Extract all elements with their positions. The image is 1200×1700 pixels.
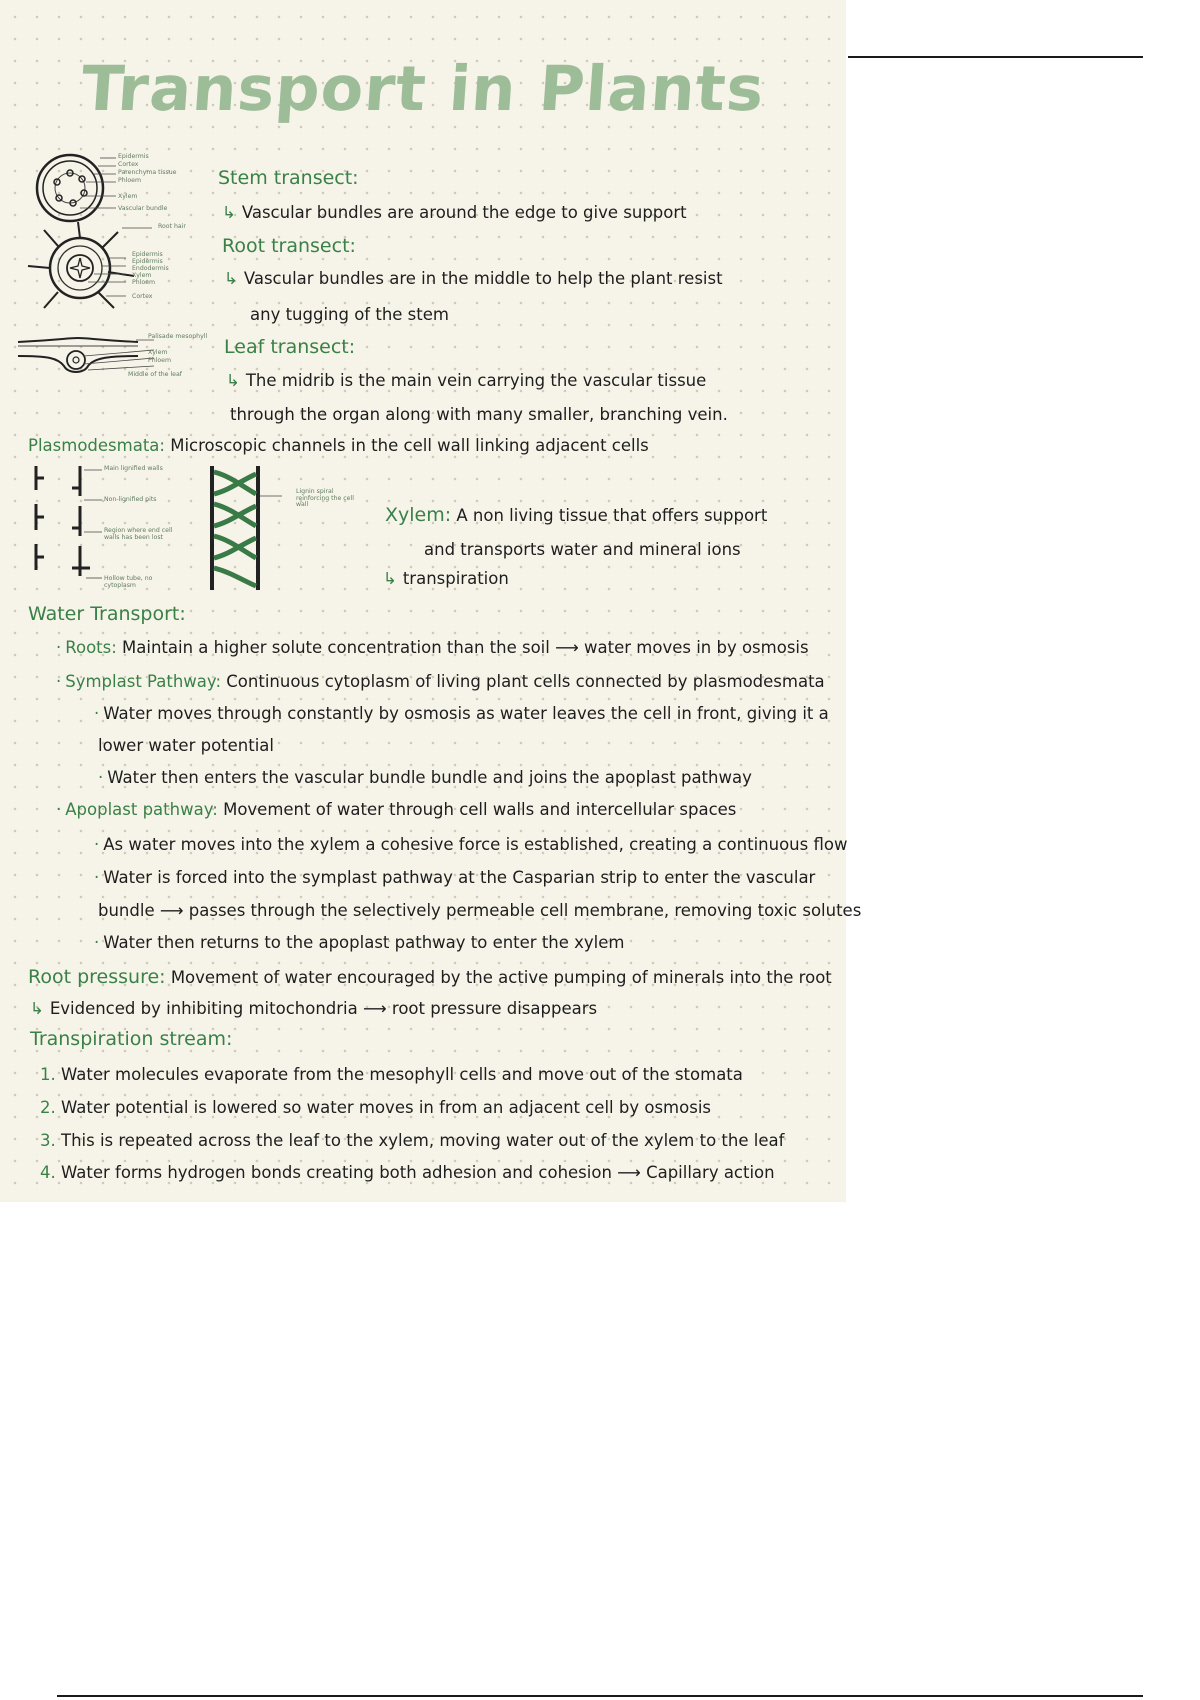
roots-term: Roots:: [65, 638, 117, 657]
bullet-dot-icon: ·: [94, 868, 100, 887]
roots-result: water moves in by osmosis: [584, 638, 809, 657]
bullet-dot-icon: ·: [94, 835, 100, 854]
transpiration-step-2: [40, 1099, 711, 1118]
root-pressure-evidence: [30, 1000, 597, 1019]
root-pressure-evidence-text: Evidenced by inhibiting mitochondria: [49, 999, 358, 1018]
symplast-point-1a-text: Water moves through constantly by osmosis as water leaves the cell in front, giving it a: [103, 704, 829, 723]
step-number: 2.: [40, 1098, 56, 1117]
root-label-cortex: Cortex: [132, 293, 153, 300]
transpiration-step-1: [40, 1066, 743, 1085]
root-pressure-text: Movement of water encouraged by the active pumping of minerals into the root: [170, 968, 832, 987]
stem-heading: Stem transect:: [218, 167, 359, 189]
apoplast-term: Apoplast pathway:: [65, 800, 218, 819]
xylem-line3-text: transpiration: [402, 569, 509, 588]
roots-text: Maintain a higher solute concentration than the soil: [122, 638, 550, 657]
arrow-right-icon: ⟶: [363, 999, 387, 1018]
root-text-line1: [224, 270, 723, 289]
root-label-epidermis: Epidermis: [132, 251, 163, 258]
xylem-label-end-walls: Region where end cell walls has been lost: [104, 527, 173, 541]
apoplast-point-1-text: As water moves into the xylem a cohesive force is established, creating a continuous flow: [103, 835, 848, 854]
root-label-phloem: Phloem: [132, 279, 155, 286]
xylem-label-lignified-walls: Main lignified walls: [104, 465, 163, 472]
stem-text-content: Vascular bundles are around the edge to give support: [241, 203, 687, 222]
stem-label-xylem: Xylem: [118, 193, 138, 200]
symplast-term: Symplast Pathway:: [65, 672, 222, 691]
apoplast-point-2c-text: passes through the selectively permeable cell membrane, removing toxic solutes: [188, 901, 862, 920]
apoplast-point-2b-text: bundle: [98, 901, 155, 920]
step-text: This is repeated across the leaf to the xylem, moving water out of the xylem to the leaf: [61, 1131, 785, 1150]
transpiration-step-4: [40, 1164, 775, 1183]
apoplast-point-2a-text: Water is forced into the symplast pathway at the Casparian strip to enter the vascular: [103, 868, 816, 887]
roots-line: [56, 639, 809, 658]
apoplast-point-3-text: Water then returns to the apoplast pathway to enter the xylem: [103, 933, 625, 952]
root-heading: Root transect:: [222, 235, 356, 257]
hook-arrow-icon: ↳: [383, 569, 397, 588]
plasmodesmata-term: Plasmodesmata:: [28, 436, 165, 455]
leaf-label-xylem: Xylem: [148, 349, 168, 356]
apoplast-text: Movement of water through cell walls and intercellular spaces: [223, 800, 737, 819]
hook-arrow-icon: ↳: [226, 371, 240, 390]
xylem-term: Xylem:: [385, 504, 452, 526]
hook-arrow-icon: ↳: [224, 269, 238, 288]
bullet-dot-icon: ·: [94, 933, 100, 952]
water-transport-heading: Water Transport:: [28, 603, 186, 625]
page-header-rule: [848, 56, 1143, 58]
root-text-line2: any tugging of the stem: [250, 305, 449, 324]
root-label-root-hair: Root hair: [158, 223, 186, 230]
plasmodesmata-text: Microscopic channels in the cell wall linking adjacent cells: [170, 436, 649, 455]
stem-label-cortex: Cortex: [118, 161, 139, 168]
symplast-text: Continuous cytoplasm of living plant cells connected by plasmodesmata: [226, 672, 825, 691]
symplast-line: [56, 673, 825, 692]
apoplast-point-2a: [94, 869, 815, 888]
step-text: Water potential is lowered so water moves in from an adjacent cell by osmosis: [61, 1098, 711, 1117]
bullet-dot-icon: ·: [56, 800, 62, 819]
step-text: Water molecules evaporate from the mesophyll cells and move out of the stomata: [61, 1065, 743, 1084]
step-4-result: Capillary action: [646, 1163, 775, 1182]
stem-text: [222, 204, 687, 223]
root-label-xylem: Xylem: [132, 272, 152, 279]
symplast-point-1a: [94, 705, 829, 724]
root-label-endodermis: Endodermis: [132, 265, 169, 272]
arrow-right-icon: ⟶: [617, 1163, 641, 1182]
leaf-text-line2: through the organ along with many smaller, branching vein.: [230, 405, 728, 424]
leaf-text-line1: [226, 372, 706, 391]
transpiration-heading: Transpiration stream:: [30, 1028, 233, 1050]
apoplast-line: [56, 801, 736, 820]
stem-label-vascular-bundle: Vascular bundle: [118, 205, 168, 212]
page-footer-rule: [57, 1695, 1143, 1697]
stem-label-parenchyma: Parenchyma tissue: [118, 169, 177, 176]
root-text-content: Vascular bundles are in the middle to help the plant resist: [243, 269, 723, 288]
xylem-label-pits: Non-lignified pits: [104, 496, 157, 503]
arrow-right-icon: ⟶: [555, 638, 579, 657]
plasmodesmata-line: [28, 437, 649, 456]
leaf-label-phloem: Phloem: [148, 357, 171, 364]
bullet-dot-icon: ·: [94, 704, 100, 723]
bullet-dot-icon: ·: [98, 768, 104, 787]
step-text: Water forms hydrogen bonds creating both adhesion and cohesion: [61, 1163, 612, 1182]
step-number: 3.: [40, 1131, 56, 1150]
stem-label-phloem: Phloem: [118, 177, 141, 184]
leaf-text-content: The midrib is the main vein carrying the vascular tissue: [245, 371, 707, 390]
page-title: Transport in Plants: [78, 52, 768, 125]
root-pressure-evidence-result: root pressure disappears: [391, 999, 598, 1018]
step-number: 1.: [40, 1065, 56, 1084]
apoplast-point-3: [94, 934, 625, 953]
arrow-right-icon: ⟶: [159, 901, 184, 920]
xylem-line1: [385, 505, 767, 527]
leaf-label-middle: Middle of the leaf: [128, 371, 182, 378]
apoplast-point-2b: [98, 902, 861, 921]
xylem-line1-text: A non living tissue that offers support: [456, 506, 768, 525]
leaf-heading: Leaf transect:: [224, 336, 356, 358]
xylem-line2: and transports water and mineral ions: [424, 540, 741, 559]
bullet-dot-icon: ·: [56, 638, 62, 657]
symplast-point-2-text: Water then enters the vascular bundle bundle and joins the apoplast pathway: [107, 768, 752, 787]
stem-label-epidermis: Epidermis: [118, 153, 149, 160]
xylem-label-hollow-tube: Hollow tube, no cytoplasm: [104, 575, 153, 589]
root-pressure-term: Root pressure:: [28, 966, 166, 988]
symplast-point-1b: lower water potential: [98, 736, 275, 755]
root-pressure-line: [28, 967, 832, 989]
hook-arrow-icon: ↳: [222, 203, 236, 222]
root-label-epidermis-2: Epidermis: [132, 258, 163, 265]
transpiration-step-3: [40, 1132, 784, 1151]
apoplast-point-1: [94, 836, 847, 855]
symplast-point-2: [98, 769, 752, 788]
bullet-dot-icon: ·: [56, 672, 62, 691]
xylem-line3: [383, 570, 509, 589]
lignin-spiral-label: Lignin spiral reinforcing the cell wall: [296, 488, 354, 508]
hook-arrow-icon: ↳: [30, 999, 44, 1018]
leaf-label-palisade: Palisade mesophyll: [148, 333, 208, 340]
step-number: 4.: [40, 1163, 56, 1182]
lignin-spiral-diagram: [206, 466, 266, 594]
